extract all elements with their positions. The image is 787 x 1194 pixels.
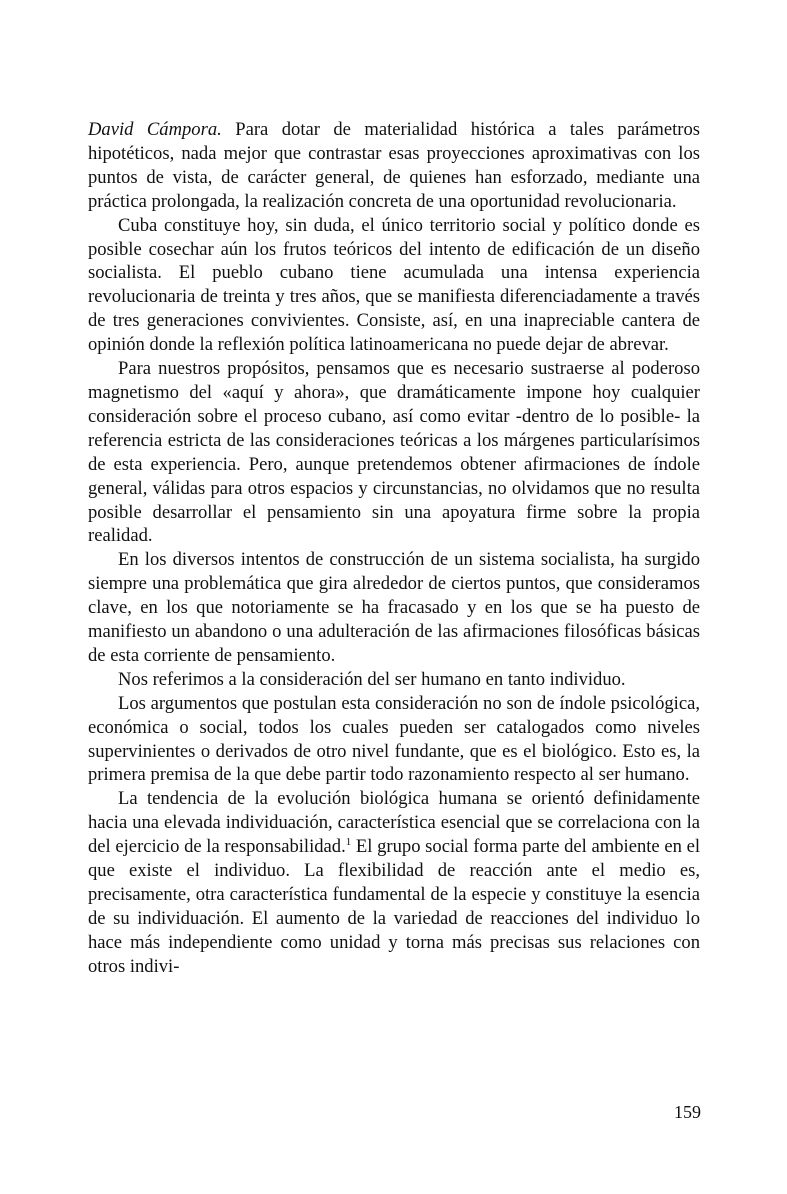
author-name: David Cámpora. — [88, 119, 222, 140]
paragraph-4: En los diversos intentos de construcción de un sistema socialista, ha surgido siempre una problemática que gira alrededor de ciertos puntos, que consideramos clave, en los que notoriamente se ha fracasado y en los que se ha puesto de manifiesto un abandono o una adulteración de las afirmaciones filosóficas básicas de esta corriente de pensamiento. — [88, 549, 700, 666]
footnote-marker: 1 — [345, 836, 352, 848]
paragraph-7 — [88, 787, 700, 978]
paragraph-7-continuation: El grupo social forma parte del ambiente en el que existe el individuo. La flexibilidad de reacción ante el medio es, precisamente, otra característica fundamental de la especie y constituye la esencia de su individuación. El aumento de la variedad de reacciones del individuo lo hace más independiente como unidad y torna más precisas sus relaciones con otros indivi- — [88, 836, 700, 977]
page-number: 159 — [674, 1102, 701, 1122]
page-body — [88, 118, 700, 979]
paragraph-6: Los argumentos que postulan esta consideración no son de índole psicológica, económica o social, todos los cuales pueden ser catalogados como niveles supervinientes o derivados de otro nivel fundante, que es el biológico. Esto es, la primera premisa de la que debe partir todo razonamiento respecto al ser humano. — [88, 692, 700, 786]
paragraph-1-text: Para dotar de materialidad histórica a tales parámetros hipotéticos, nada mejor que contrastar esas proyecciones aproximativas con los puntos de vista, de carácter general, de quienes han esforzado, mediante una práctica prolongada, la realización concreta de una oportunidad revolucionaria. — [88, 119, 700, 212]
paragraph-2: Cuba constituye hoy, sin duda, el único territorio social y político donde es posible cosechar aún los frutos teóricos del intento de edificación de un diseño socialista. El pueblo cubano tiene acumulada una intensa experiencia revolucionaria de treinta y tres años, que se manifiesta diferenciadamente a través de tres generaciones convivientes. Consiste, así, en una inapreciable cantera de opinión donde la reflexión política latinoamericana no puede dejar de abrevar. — [88, 214, 700, 356]
paragraph-7-text: La tendencia de la evolución biológica humana se orientó definidamente hacia una elevada individuación, característica esencial que se correlaciona con la del ejercicio de la responsabilidad. — [88, 788, 700, 858]
paragraph-5: Nos referimos a la consideración del ser humano en tanto individuo. — [118, 668, 626, 690]
paragraph-3: Para nuestros propósitos, pensamos que es necesario sustraerse al poderoso magnetismo del «aquí y ahora», que dramáticamente impone hoy cualquier consideración sobre el proceso cubano, así como evitar -dentro de lo posible- la referencia estricta de las consideraciones teóricas a los márgenes particularísimos de esta experiencia. Pero, aunque pretendemos obtener afirmaciones de índole general, válidas para otros espacios y circunstancias, no olvidamos que no resulta posible desarrollar el pensamiento sin una apoyatura firme sobre la propia realidad. — [88, 358, 700, 547]
paragraph-1 — [88, 118, 700, 214]
